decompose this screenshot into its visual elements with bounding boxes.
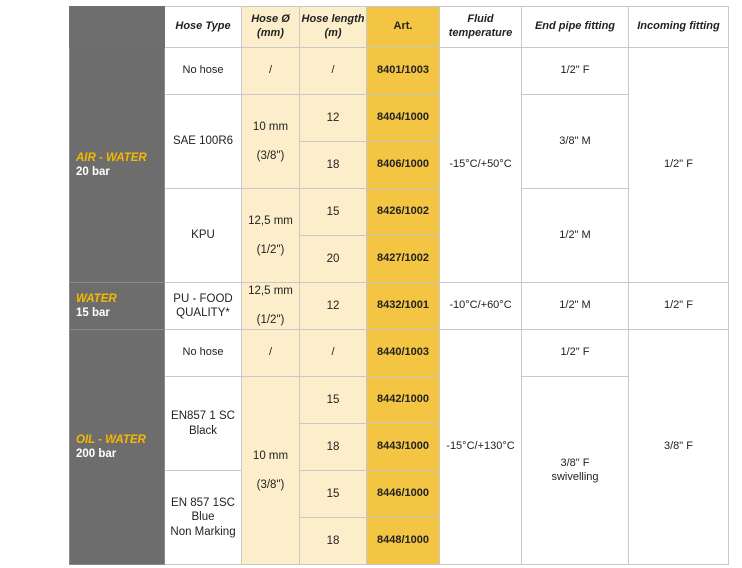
hose-length-cell: 18 — [300, 518, 367, 565]
table-row — [70, 48, 729, 95]
end-fitting-cell: 3/8" M — [522, 95, 629, 189]
hose-type-cell: KPU — [165, 189, 242, 283]
art-cell: 8406/1000 — [367, 142, 440, 189]
hose-diam-inch: (3/8") — [256, 149, 285, 162]
end-fitting-cell — [522, 377, 629, 565]
hose-length-cell: 18 — [300, 424, 367, 471]
hose-type-line: Blue — [191, 511, 215, 524]
hose-diam-mm: 10 mm — [252, 449, 289, 462]
art-cell: 8448/1000 — [367, 518, 440, 565]
group-name: WATER — [76, 292, 117, 305]
hose-diam-mm: 12,5 mm — [248, 285, 293, 298]
fluid-temp-cell: -15°C/+130°C — [440, 330, 522, 565]
hose-reel-table — [69, 6, 729, 565]
hose-type-cell: SAE 100R6 — [165, 95, 242, 189]
group-pressure: 20 bar — [76, 166, 110, 178]
hose-diam-mm: 12,5 mm — [248, 214, 293, 227]
header-hose-type: Hose Type — [165, 7, 242, 48]
hose-type-cell: No hose — [165, 48, 242, 95]
hose-type-line: Non Marking — [170, 525, 236, 538]
group-pressure: 15 bar — [76, 307, 110, 319]
group-label-water — [70, 283, 165, 330]
art-cell: 8404/1000 — [367, 95, 440, 142]
end-fitting-line: 3/8" F — [560, 456, 590, 469]
group-name: AIR - WATER — [76, 151, 147, 164]
incoming-fitting-cell: 1/2" F — [629, 283, 729, 330]
hose-length-cell: 15 — [300, 377, 367, 424]
hose-type-line: QUALITY* — [176, 307, 230, 319]
hose-diam-cell: / — [242, 48, 300, 95]
hose-diam-inch: (3/8") — [256, 478, 285, 491]
hose-length-cell: 20 — [300, 236, 367, 283]
art-cell: 8443/1000 — [367, 424, 440, 471]
group-label-oil — [70, 330, 165, 565]
group-name: OIL - WATER — [76, 433, 146, 446]
header-blank — [70, 7, 165, 48]
end-fitting-cell: 1/2" F — [522, 330, 629, 377]
hose-diam-cell — [242, 95, 300, 189]
art-cell: 8440/1003 — [367, 330, 440, 377]
hose-type-line: PU - FOOD — [173, 292, 233, 305]
header-incoming-fitting: Incoming fitting — [629, 7, 729, 48]
hose-diam-cell — [242, 377, 300, 565]
hose-length-cell: 15 — [300, 189, 367, 236]
hose-type-cell — [165, 471, 242, 565]
incoming-fitting-cell: 3/8" F — [629, 330, 729, 565]
group-pressure: 200 bar — [76, 448, 117, 460]
incoming-fitting-cell: 1/2" F — [629, 48, 729, 283]
art-cell: 8442/1000 — [367, 377, 440, 424]
header-fluid-temp: Fluid temperature — [440, 7, 522, 48]
fluid-temp-cell: -15°C/+50°C — [440, 48, 522, 283]
header-row — [70, 7, 729, 48]
end-fitting-cell: 1/2" F — [522, 48, 629, 95]
table-row — [70, 283, 729, 330]
art-cell: 8432/1001 — [367, 283, 440, 330]
art-cell: 8427/1002 — [367, 236, 440, 283]
art-cell: 8401/1003 — [367, 48, 440, 95]
hose-diam-cell: / — [242, 330, 300, 377]
hose-type-cell — [165, 283, 242, 330]
hose-length-cell: 18 — [300, 142, 367, 189]
product-table-container — [69, 6, 729, 565]
hose-length-cell: 12 — [300, 95, 367, 142]
hose-diam-mm: 10 mm — [252, 120, 289, 133]
hose-type-cell — [165, 377, 242, 471]
end-fitting-line: swivelling — [551, 470, 599, 483]
group-label-air — [70, 48, 165, 283]
hose-type-line: Black — [188, 424, 218, 437]
header-hose-length: Hose length (m) — [300, 7, 367, 48]
end-fitting-cell: 1/2" M — [522, 189, 629, 283]
art-cell: 8426/1002 — [367, 189, 440, 236]
hose-length-cell: / — [300, 330, 367, 377]
table-row — [70, 330, 729, 377]
header-end-fitting: End pipe fitting — [522, 7, 629, 48]
hose-diam-cell — [242, 189, 300, 283]
hose-type-line: EN 857 1SC — [171, 496, 235, 509]
end-fitting-cell: 1/2" M — [522, 283, 629, 330]
hose-length-cell: 15 — [300, 471, 367, 518]
header-art: Art. — [367, 7, 440, 48]
hose-length-cell: / — [300, 48, 367, 95]
header-hose-diam: Hose Ø (mm) — [242, 7, 300, 48]
hose-type-line: EN857 1 SC — [171, 410, 235, 423]
hose-type-cell: No hose — [165, 330, 242, 377]
fluid-temp-cell: -10°C/+60°C — [440, 283, 522, 330]
art-cell: 8446/1000 — [367, 471, 440, 518]
hose-diam-cell — [242, 283, 300, 330]
hose-diam-inch: (1/2") — [256, 314, 285, 327]
hose-length-cell: 12 — [300, 283, 367, 330]
hose-diam-inch: (1/2") — [256, 243, 285, 256]
